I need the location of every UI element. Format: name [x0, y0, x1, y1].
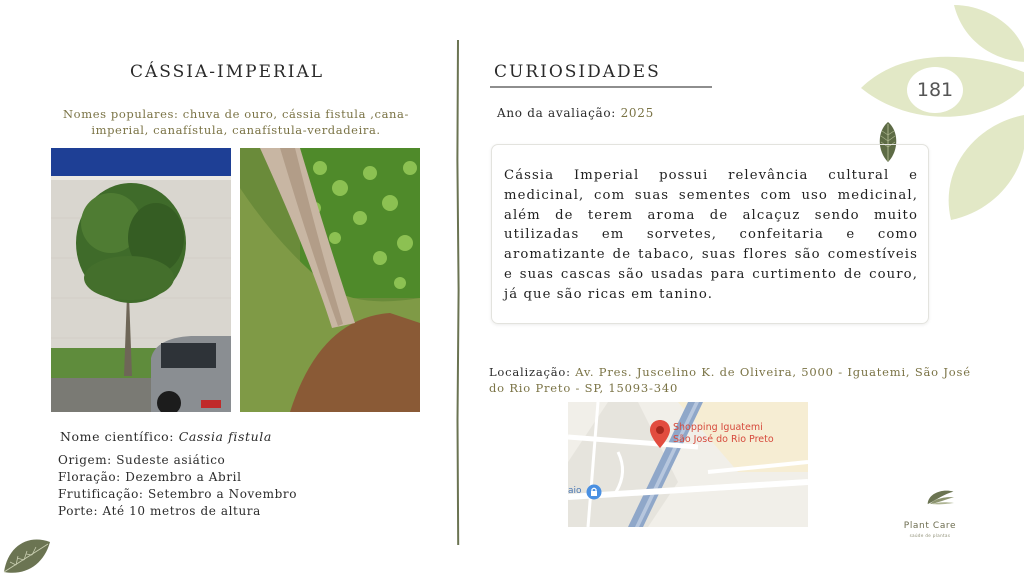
scientific-value: Cassia fistula — [178, 429, 272, 444]
location-label: Localização: — [489, 365, 571, 379]
curiosity-card — [491, 144, 929, 324]
logo-name: Plant Care — [903, 521, 957, 531]
evaluation-year — [497, 106, 654, 120]
logo-tagline: saúde de plantas — [909, 533, 951, 538]
trunk-photo — [240, 148, 420, 412]
title-underline — [490, 84, 712, 90]
plant-title: CÁSSIA-IMPERIAL — [130, 62, 325, 82]
location-map[interactable] — [568, 402, 808, 527]
map-place-name: Shopping Iguatemi — [673, 422, 763, 433]
location-value: Av. Pres. Juscelino K. de Oliveira, 5000 - Iguatemi, São José do Rio Preto - SP, 15093-340 — [489, 365, 971, 395]
map-pin-icon[interactable] — [649, 419, 671, 449]
location — [489, 365, 979, 396]
curiosity-text: Cássia Imperial possui relevância cultural e medicinal, com suas sementes com uso medicinal, além de terem aroma de alcaçuz sendo muito utilizadas em sorvetes, confeitaria e como aromatizante de tabaco, suas flores são comestíveis e suas cascas são usadas para curtimento de couro, já que são ricas em tanino. — [504, 168, 918, 302]
fact-flowering: Floração: Dezembro a Abril — [58, 470, 242, 484]
map-place-label — [673, 422, 774, 446]
map-place-city: São José do Rio Preto — [673, 434, 774, 445]
curiosities-title: CURIOSIDADES — [494, 62, 661, 82]
fact-size: Porte: Até 10 metros de altura — [58, 504, 261, 518]
map-graphic — [568, 402, 808, 527]
plant-care-logo — [914, 487, 970, 519]
corner-leaf-icon — [0, 516, 60, 576]
column-divider — [455, 40, 461, 545]
year-value: 2025 — [620, 106, 654, 120]
tree-photo — [51, 148, 231, 412]
popular-names: Nomes populares: chuva de ouro, cássia fistula ,cana-imperial, canafístula, canafístula-verdadeira. — [63, 107, 409, 137]
page-number-badge: 181 — [907, 67, 963, 113]
fact-origin: Origem: Sudeste asiático — [58, 453, 226, 467]
scientific-name — [60, 429, 272, 444]
lock-poi-icon — [586, 484, 602, 500]
scientific-label: Nome científico: — [60, 429, 175, 444]
plant-facts — [58, 452, 297, 520]
fact-fruiting: Frutificação: Setembro a Novembro — [58, 487, 298, 501]
year-label: Ano da avaliação: — [497, 106, 617, 120]
map-edge-label: aio — [568, 486, 582, 496]
